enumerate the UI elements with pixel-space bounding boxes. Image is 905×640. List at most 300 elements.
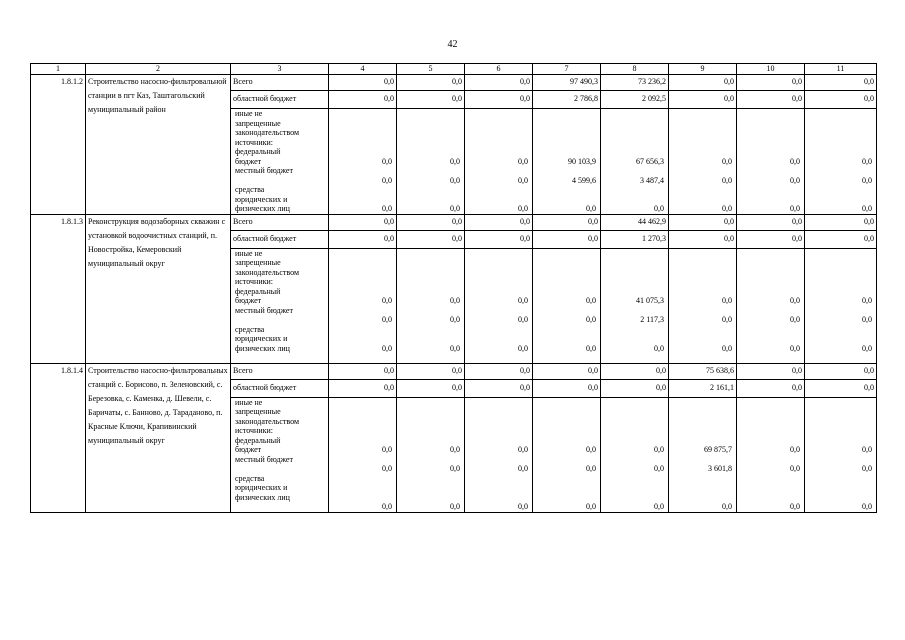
cell-spacer <box>331 325 394 344</box>
measure-name: Реконструкция водозаборных скважин с установкой водоочистных станций, п. Новостройка, Кемеровский муниципальный округ <box>86 214 231 363</box>
cell-spacer <box>603 436 666 446</box>
cell-spacer <box>233 353 326 363</box>
amount-cell: 0,0 <box>737 75 805 91</box>
amount-local: 0,0 <box>382 175 392 185</box>
cell-spacer <box>331 474 394 503</box>
cell-spacer <box>807 147 874 157</box>
cell-spacer <box>535 109 598 147</box>
amount-cell: 0,0 <box>329 75 397 91</box>
cell-spacer <box>603 398 666 436</box>
amount-local: 0,0 <box>382 315 392 324</box>
measure-code: 1.8.1.4 <box>31 363 86 512</box>
amount-legal: 0,0 <box>518 502 528 511</box>
measure-code: 1.8.1.2 <box>31 75 86 215</box>
amount-local: 0,0 <box>790 175 800 185</box>
cell-spacer <box>331 287 394 297</box>
amount-local: 0,0 <box>790 464 800 473</box>
cell-spacer <box>467 325 530 344</box>
column-number: 6 <box>465 64 533 75</box>
amount-cell: 0,0 <box>465 75 533 91</box>
cell-spacer <box>671 185 734 204</box>
cell-spacer <box>535 474 598 503</box>
cell-spacer <box>331 455 394 465</box>
amount-federal: 0,0 <box>862 296 872 305</box>
cell-spacer <box>671 306 734 316</box>
cell-spacer <box>807 166 874 176</box>
amount-cell: 0,0 <box>397 91 465 109</box>
amount-local: 0,0 <box>518 175 528 185</box>
amount-cell: 0,0 <box>737 379 805 397</box>
amount-cell: 0,0 <box>329 91 397 109</box>
amount-cell <box>397 109 465 215</box>
amount-cell <box>737 248 805 363</box>
amount-cell <box>465 109 533 215</box>
cell-text-line: запрещенные <box>235 407 281 416</box>
amount-cell <box>397 248 465 363</box>
amount-cell <box>397 397 465 512</box>
amount-cell: 0,0 <box>465 91 533 109</box>
measure-name: Строительство насосно-фильтровальных станций с. Борисово, п. Зеленовский, с. Березовка, с. Каменка, д. Шевели, с. Баричаты, с. Банново, д. Тараданово, п. Красные Ключи, Крапивинский муниципальный округ <box>86 363 231 512</box>
amount-federal: 0,0 <box>518 156 528 166</box>
amount-local: 0,0 <box>862 315 872 324</box>
cell-spacer <box>603 306 666 316</box>
amount-cell <box>533 397 601 512</box>
cell-spacer <box>671 436 734 446</box>
amount-cell <box>533 109 601 215</box>
amount-cell: 0,0 <box>397 379 465 397</box>
cell-text-line: физических лиц <box>235 204 290 213</box>
amount-cell: 0,0 <box>805 91 877 109</box>
amount-legal: 0,0 <box>450 502 460 511</box>
column-number: 3 <box>231 64 329 75</box>
cell-spacer <box>807 185 874 204</box>
amount-cell: 0,0 <box>805 75 877 91</box>
cell-spacer <box>399 436 462 446</box>
cell-spacer <box>535 455 598 465</box>
amount-cell: 2 786,8 <box>533 91 601 109</box>
amount-local: 0,0 <box>790 315 800 324</box>
cell-spacer <box>331 147 394 157</box>
amount-cell: 0,0 <box>601 363 669 379</box>
cell-spacer <box>467 185 530 204</box>
amount-cell <box>329 248 397 363</box>
amount-cell: 0,0 <box>397 214 465 230</box>
cell-spacer <box>233 176 326 186</box>
amount-federal: 0,0 <box>862 156 872 166</box>
amount-cell: 0,0 <box>465 214 533 230</box>
amount-local: 0,0 <box>862 175 872 185</box>
amount-federal: 0,0 <box>790 296 800 305</box>
cell-spacer <box>467 436 530 446</box>
cell-spacer <box>671 474 734 503</box>
measure-name: Строительство насосно-фильтровальной станции в пгт Каз, Таштагольский муниципальный район <box>86 75 231 215</box>
cell-spacer <box>807 249 874 287</box>
amount-federal: 90 103,9 <box>568 156 596 166</box>
table-row-total <box>31 75 877 91</box>
column-number: 2 <box>86 64 231 75</box>
amount-cell <box>601 397 669 512</box>
amount-cell: 0,0 <box>805 379 877 397</box>
amount-cell <box>329 109 397 215</box>
amount-cell: 0,0 <box>737 214 805 230</box>
amount-federal: 0,0 <box>450 296 460 305</box>
amount-legal: 0,0 <box>862 502 872 511</box>
budget-table <box>30 63 877 513</box>
cell-spacer <box>671 147 734 157</box>
cell-spacer <box>739 325 802 344</box>
amount-legal: 0,0 <box>586 343 596 353</box>
amount-cell: 73 236,2 <box>601 75 669 91</box>
funding-source-label <box>231 397 329 512</box>
table-row-total <box>31 214 877 230</box>
cell-spacer <box>467 166 530 176</box>
cell-spacer <box>739 147 802 157</box>
cell-spacer <box>467 455 530 465</box>
cell-text-line: запрещенные <box>235 258 281 267</box>
cell-spacer <box>467 249 530 287</box>
amount-cell: 0,0 <box>669 91 737 109</box>
amount-cell <box>805 109 877 215</box>
amount-federal: 0,0 <box>450 445 460 454</box>
cell-spacer <box>467 287 530 297</box>
amount-cell: 0,0 <box>805 230 877 248</box>
cell-spacer <box>603 474 666 503</box>
funding-source-label: областной бюджет <box>231 230 329 248</box>
amount-cell: 0,0 <box>533 214 601 230</box>
cell-spacer <box>671 325 734 344</box>
amount-cell <box>601 248 669 363</box>
amount-federal: 0,0 <box>382 156 392 166</box>
amount-legal: 0,0 <box>654 204 664 213</box>
amount-cell <box>805 397 877 512</box>
amount-cell: 0,0 <box>465 230 533 248</box>
amount-cell: 2 092,5 <box>601 91 669 109</box>
cell-spacer <box>331 249 394 287</box>
amount-cell: 0,0 <box>737 363 805 379</box>
cell-spacer <box>603 287 666 297</box>
amount-federal: 0,0 <box>586 445 596 454</box>
cell-text-line: физических лиц <box>235 492 290 502</box>
amount-cell <box>533 248 601 363</box>
amount-local: 0,0 <box>518 315 528 324</box>
amount-local: 0,0 <box>450 315 460 324</box>
cell-text-line: иные не <box>235 397 263 407</box>
amount-legal: 0,0 <box>722 204 732 213</box>
amount-local: 0,0 <box>862 464 872 473</box>
amount-cell: 0,0 <box>465 379 533 397</box>
table-row-total <box>31 363 877 379</box>
cell-spacer <box>671 249 734 287</box>
amount-legal: 0,0 <box>450 343 460 353</box>
funding-source-label: Всего <box>231 363 329 379</box>
amount-legal: 0,0 <box>586 204 596 213</box>
column-number: 1 <box>31 64 86 75</box>
cell-text-line: законодательством <box>235 128 300 137</box>
cell-spacer <box>399 455 462 465</box>
amount-cell <box>465 248 533 363</box>
cell-spacer <box>535 249 598 287</box>
funding-source-label <box>231 109 329 215</box>
cell-spacer <box>535 185 598 204</box>
amount-legal: 0,0 <box>722 343 732 353</box>
amount-legal: 0,0 <box>862 343 872 353</box>
cell-spacer <box>467 147 530 157</box>
amount-local: 0,0 <box>722 315 732 324</box>
amount-cell <box>737 109 805 215</box>
column-number: 8 <box>601 64 669 75</box>
cell-text-line: иные не <box>235 248 263 258</box>
column-number: 4 <box>329 64 397 75</box>
amount-federal: 0,0 <box>450 156 460 166</box>
cell-text-line: бюджет <box>235 156 262 166</box>
cell-spacer <box>331 185 394 204</box>
cell-text-line: законодательством <box>235 416 300 426</box>
amount-legal: 0,0 <box>790 343 800 353</box>
amount-cell: 0,0 <box>533 379 601 397</box>
amount-local: 0,0 <box>450 175 460 185</box>
amount-cell: 0,0 <box>329 363 397 379</box>
cell-spacer <box>807 474 874 503</box>
cell-text-line: юридических и <box>235 194 288 204</box>
cell-spacer <box>535 398 598 436</box>
amount-legal: 0,0 <box>790 204 800 213</box>
amount-legal: 0,0 <box>518 204 528 213</box>
amount-cell: 0,0 <box>329 379 397 397</box>
cell-text-line: местный бюджет <box>235 305 293 315</box>
cell-spacer <box>739 185 802 204</box>
funding-source-label: областной бюджет <box>231 91 329 109</box>
cell-text-line: средства <box>235 473 265 483</box>
cell-text-line: юридических и <box>235 334 288 343</box>
cell-spacer <box>467 109 530 147</box>
amount-cell: 0,0 <box>805 363 877 379</box>
amount-cell <box>601 109 669 215</box>
measure-code: 1.8.1.3 <box>31 214 86 363</box>
cell-spacer <box>331 166 394 176</box>
cell-spacer <box>807 306 874 316</box>
amount-cell: 0,0 <box>601 379 669 397</box>
amount-legal: 0,0 <box>654 343 664 353</box>
cell-text-line: источники: <box>235 426 273 435</box>
cell-spacer <box>535 147 598 157</box>
cell-spacer <box>739 249 802 287</box>
amount-federal: 0,0 <box>790 445 800 454</box>
amount-cell: 0,0 <box>737 230 805 248</box>
amount-federal: 0,0 <box>518 296 528 305</box>
cell-spacer <box>603 109 666 147</box>
cell-spacer <box>399 306 462 316</box>
amount-local: 4 599,6 <box>572 175 596 185</box>
cell-spacer <box>739 398 802 436</box>
cell-spacer <box>399 166 462 176</box>
amount-cell: 97 490,3 <box>533 75 601 91</box>
column-number: 11 <box>805 64 877 75</box>
cell-spacer <box>233 315 326 325</box>
amount-cell: 0,0 <box>397 75 465 91</box>
page-number: 42 <box>447 39 458 50</box>
cell-spacer <box>399 474 462 503</box>
amount-legal: 0,0 <box>450 204 460 213</box>
cell-text-line: бюджет <box>235 445 262 454</box>
amount-cell: 0,0 <box>397 363 465 379</box>
funding-source-label: областной бюджет <box>231 379 329 397</box>
amount-federal: 0,0 <box>790 156 800 166</box>
amount-legal: 0,0 <box>790 502 800 511</box>
cell-spacer <box>535 325 598 344</box>
amount-cell: 0,0 <box>329 214 397 230</box>
amount-local: 2 117,3 <box>640 315 664 324</box>
cell-spacer <box>399 109 462 147</box>
funding-source-label: Всего <box>231 75 329 91</box>
amount-local: 0,0 <box>382 464 392 473</box>
cell-spacer <box>399 185 462 204</box>
amount-local: 0,0 <box>586 464 596 473</box>
cell-spacer <box>739 455 802 465</box>
amount-federal: 0,0 <box>382 296 392 305</box>
cell-spacer <box>233 464 326 474</box>
cell-spacer <box>467 306 530 316</box>
cell-text-line: федеральный <box>235 435 281 445</box>
amount-cell: 0,0 <box>737 91 805 109</box>
cell-text-line: федеральный <box>235 147 281 156</box>
amount-cell <box>737 397 805 512</box>
column-number: 10 <box>737 64 805 75</box>
amount-local: 0,0 <box>518 464 528 473</box>
cell-spacer <box>807 287 874 297</box>
cell-text-line: федеральный <box>235 286 281 296</box>
cell-spacer <box>399 249 462 287</box>
cell-text-line: иные не <box>235 109 263 118</box>
cell-text-line: источники: <box>235 277 273 286</box>
amount-local: 0,0 <box>450 464 460 473</box>
amount-cell: 0,0 <box>669 214 737 230</box>
cell-spacer <box>535 306 598 316</box>
cell-text-line: источники: <box>235 137 273 147</box>
amount-federal: 41 075,3 <box>636 296 664 305</box>
cell-spacer <box>739 166 802 176</box>
cell-spacer <box>807 436 874 446</box>
column-number: 5 <box>397 64 465 75</box>
cell-spacer <box>739 436 802 446</box>
cell-spacer <box>331 436 394 446</box>
cell-spacer <box>467 398 530 436</box>
cell-spacer <box>807 325 874 344</box>
cell-spacer <box>739 474 802 503</box>
cell-text-line: запрещенные <box>235 118 281 128</box>
cell-spacer <box>603 325 666 344</box>
cell-text-line: средства <box>235 324 265 334</box>
cell-spacer <box>739 287 802 297</box>
cell-spacer <box>671 398 734 436</box>
cell-spacer <box>739 109 802 147</box>
cell-spacer <box>603 185 666 204</box>
amount-legal: 0,0 <box>382 502 392 511</box>
cell-spacer <box>331 109 394 147</box>
cell-spacer <box>535 166 598 176</box>
amount-cell: 2 161,1 <box>669 379 737 397</box>
amount-legal: 0,0 <box>862 204 872 213</box>
amount-local: 0,0 <box>586 315 596 324</box>
cell-text-line: средства <box>235 185 265 194</box>
cell-spacer <box>739 306 802 316</box>
cell-text-line: физических лиц <box>235 343 290 353</box>
amount-federal: 0,0 <box>382 445 392 454</box>
amount-legal: 0,0 <box>518 343 528 353</box>
cell-spacer <box>671 166 734 176</box>
amount-cell: 75 638,6 <box>669 363 737 379</box>
amount-federal: 0,0 <box>518 445 528 454</box>
amount-cell: 0,0 <box>669 75 737 91</box>
amount-federal: 67 656,3 <box>636 156 664 166</box>
amount-cell: 0,0 <box>465 363 533 379</box>
amount-cell <box>805 248 877 363</box>
amount-cell <box>329 397 397 512</box>
cell-spacer <box>535 436 598 446</box>
amount-cell: 0,0 <box>669 230 737 248</box>
amount-federal: 0,0 <box>654 445 664 454</box>
amount-federal: 69 875,7 <box>704 445 732 454</box>
column-number: 9 <box>669 64 737 75</box>
cell-text-line: законодательством <box>235 267 300 277</box>
cell-spacer <box>603 249 666 287</box>
amount-cell <box>465 397 533 512</box>
amount-legal: 0,0 <box>722 502 732 511</box>
cell-text-line: юридических и <box>235 483 288 492</box>
amount-cell: 0,0 <box>533 230 601 248</box>
cell-spacer <box>331 306 394 316</box>
amount-federal: 0,0 <box>722 296 732 305</box>
amount-legal: 0,0 <box>382 204 392 213</box>
cell-spacer <box>671 287 734 297</box>
amount-cell: 0,0 <box>533 363 601 379</box>
cell-spacer <box>807 109 874 147</box>
cell-spacer <box>399 287 462 297</box>
cell-spacer <box>603 166 666 176</box>
amount-legal: 0,0 <box>654 502 664 511</box>
cell-spacer <box>603 147 666 157</box>
column-number: 7 <box>533 64 601 75</box>
amount-cell: 1 270,3 <box>601 230 669 248</box>
amount-legal: 0,0 <box>586 502 596 511</box>
cell-spacer <box>331 398 394 436</box>
amount-cell: 0,0 <box>397 230 465 248</box>
amount-cell <box>669 397 737 512</box>
amount-federal: 0,0 <box>862 445 872 454</box>
cell-text-line: местный бюджет <box>235 454 293 464</box>
amount-cell <box>669 248 737 363</box>
amount-local: 0,0 <box>654 464 664 473</box>
amount-cell: 0,0 <box>805 214 877 230</box>
cell-spacer <box>807 455 874 465</box>
cell-spacer <box>535 287 598 297</box>
funding-source-label: Всего <box>231 214 329 230</box>
amount-federal: 0,0 <box>722 156 732 166</box>
amount-local: 3 487,4 <box>640 175 664 185</box>
amount-cell <box>669 109 737 215</box>
amount-local: 0,0 <box>722 175 732 185</box>
cell-spacer <box>467 474 530 503</box>
cell-text-line: бюджет <box>235 296 262 305</box>
amount-local: 3 601,8 <box>708 464 732 473</box>
amount-cell: 0,0 <box>329 230 397 248</box>
amount-legal: 0,0 <box>382 343 392 353</box>
cell-text-line: местный бюджет <box>235 166 293 175</box>
column-number-row <box>31 64 877 75</box>
cell-spacer <box>671 455 734 465</box>
cell-spacer <box>399 325 462 344</box>
cell-spacer <box>671 109 734 147</box>
cell-spacer <box>399 398 462 436</box>
